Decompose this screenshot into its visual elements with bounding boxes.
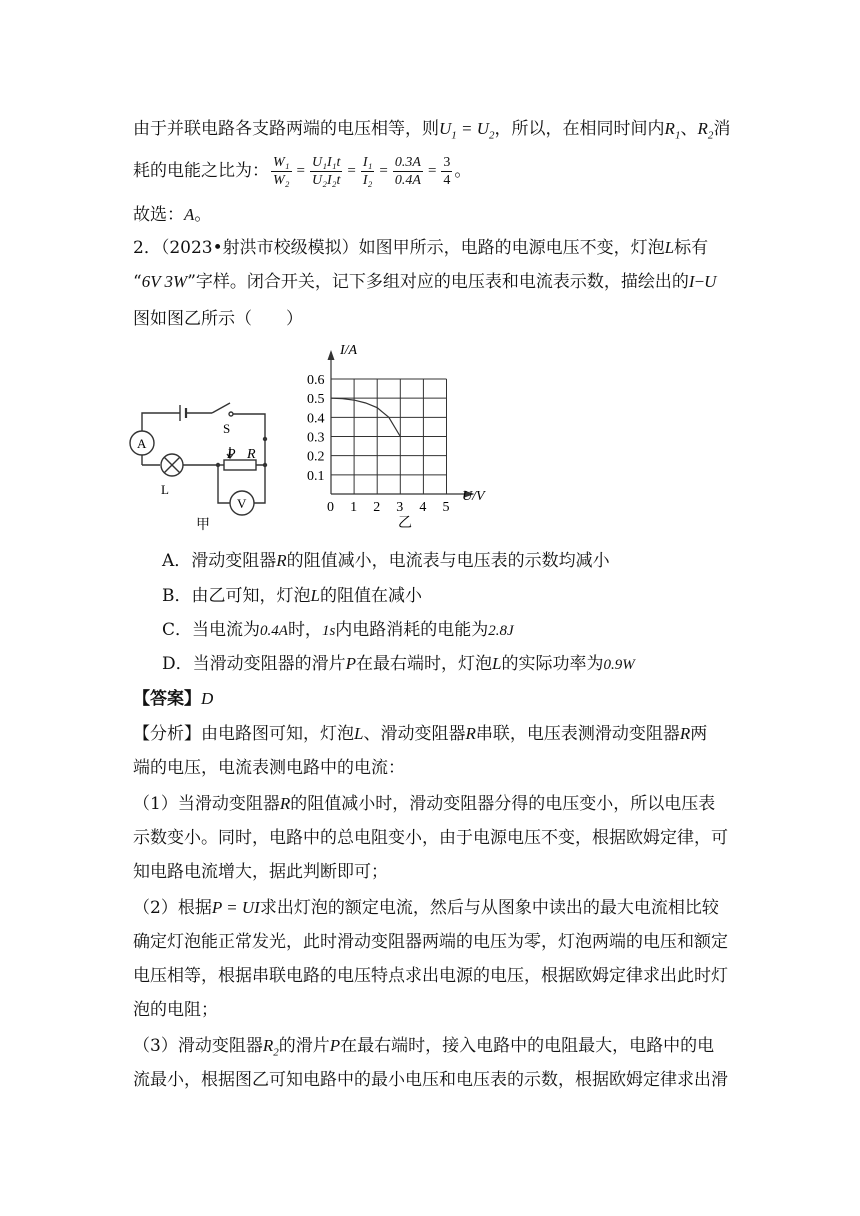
question-line: 图如图乙所示（ ）	[133, 309, 303, 329]
option-d[interactable]: D．当滑动变阻器的滑片P在最右端时，灯泡L的实际功率为0.9W	[162, 654, 635, 674]
x-tick-label: 2	[373, 500, 381, 515]
ammeter-label: A	[137, 436, 147, 451]
y-tick-label: 0.2	[307, 449, 325, 465]
x-tick-label: 0	[327, 500, 334, 515]
text-line: 由于并联电路各支路两端的电压相等，则$U_1 = U_2$，所以，在相同时间内$R_1$、$R_2$消	[133, 119, 731, 142]
analysis-line: 泡的电阻；	[133, 1000, 218, 1020]
y-tick-label: 0.1	[307, 468, 325, 484]
analysis-line: 示数变小。同时，电路中的总电阻变小，由于电源电压不变，根据欧姆定律，可	[133, 828, 728, 848]
lamp-label: L	[161, 482, 169, 497]
x-axis-label: U/V	[462, 489, 485, 504]
x-tick-label: 4	[419, 500, 427, 515]
circuit-diagram	[120, 395, 280, 535]
analysis-line: 电压相等，根据串联电路的电压特点求出电源的电压，根据欧姆定律求出此时灯	[133, 966, 728, 986]
slider-label: P	[227, 447, 236, 462]
fraction: $\frac{0.3A}{0.4A}$	[394, 154, 421, 188]
text-line: 故选：A。	[133, 205, 212, 225]
voltmeter-label: V	[237, 496, 247, 511]
analysis-line: （3）滑动变阻器$R_2$的滑片P在最右端时，接入电路中的电阻最大，电路中的电	[133, 1036, 715, 1059]
y-tick-label: 0.4	[307, 411, 325, 427]
y-tick-label: 0.5	[307, 392, 325, 408]
y-axis-label: I/A	[340, 343, 358, 358]
caption-yi: 乙	[398, 516, 412, 531]
x-tick-label: 3	[396, 500, 404, 515]
rheostat-label: R	[247, 447, 256, 462]
chart-grid	[328, 350, 475, 498]
equation-line: 耗的电能之比为： $\frac{\text{W₁}}{\text{W₂}}$ = $\frac{\text{U₁I₁t}}{\text{U₂I₂t}}$ = $\frac{\text{I₁}}{\text{I₂}}$ = $\frac{0.3A}{0.4A}$ = $\frac{3}{4}$ 。	[133, 154, 472, 188]
option-a[interactable]: A．滑动变阻器R的阻值减小，电流表与电压表的示数均减小	[162, 551, 610, 571]
analysis-line: 【分析】由电路图可知，灯泡L、滑动变阻器R串联，电压表测滑动变阻器R两	[133, 724, 708, 744]
analysis-line: 知电路电流增大，据此判断即可；	[133, 862, 388, 882]
option-c[interactable]: C．当电流为0.4A时，1s内电路消耗的电能为2.8J	[162, 620, 514, 640]
fraction: $\frac{\text{W₁}}{\text{W₂}}$	[273, 154, 290, 188]
switch-label: S	[223, 421, 231, 436]
analysis-line: 端的电压，电流表测电路中的电流：	[133, 758, 405, 778]
option-b[interactable]: B．由乙可知，灯泡L的阻值在减小	[162, 586, 422, 606]
question-line: “6V 3W”字样。闭合开关，记下多组对应的电压表和电流表示数，描绘出的I−U	[133, 272, 717, 292]
analysis-line: 确定灯泡能正常发光，此时滑动变阻器两端的电压为零，灯泡两端的电压和额定	[133, 932, 728, 952]
analysis-line: （1）当滑动变阻器R的阻值减小时，滑动变阻器分得的电压变小，所以电压表	[133, 794, 716, 814]
fraction: $\frac{3}{4}$	[443, 154, 451, 188]
math: $U_1 = U_2$	[439, 119, 495, 142]
question-line: 2．（2023•射洪市校级模拟）如图甲所示，电路的电源电压不变，灯泡L标有	[133, 238, 709, 258]
analysis-line: （2）根据P = UI求出灯泡的额定电流，然后与从图象中读出的最大电流相比较	[133, 898, 719, 918]
y-tick-label: 0.6	[307, 373, 325, 388]
caption-jia: 甲	[196, 518, 210, 533]
analysis-line: 流最小，根据图乙可知电路中的最小电压和电压表的示数，根据欧姆定律求出滑	[133, 1070, 728, 1090]
y-axis-arrow	[328, 350, 335, 360]
fraction: $\frac{\text{U₁I₁t}}{\text{U₂I₂t}}$	[312, 154, 341, 188]
iu-chart	[300, 340, 510, 540]
answer: 【答案】D	[133, 689, 214, 709]
x-tick-label: 5	[442, 500, 450, 515]
fraction: $\frac{\text{I₁}}{\text{I₂}}$	[362, 154, 373, 188]
x-tick-label: 1	[350, 500, 358, 515]
y-tick-label: 0.3	[307, 430, 325, 446]
